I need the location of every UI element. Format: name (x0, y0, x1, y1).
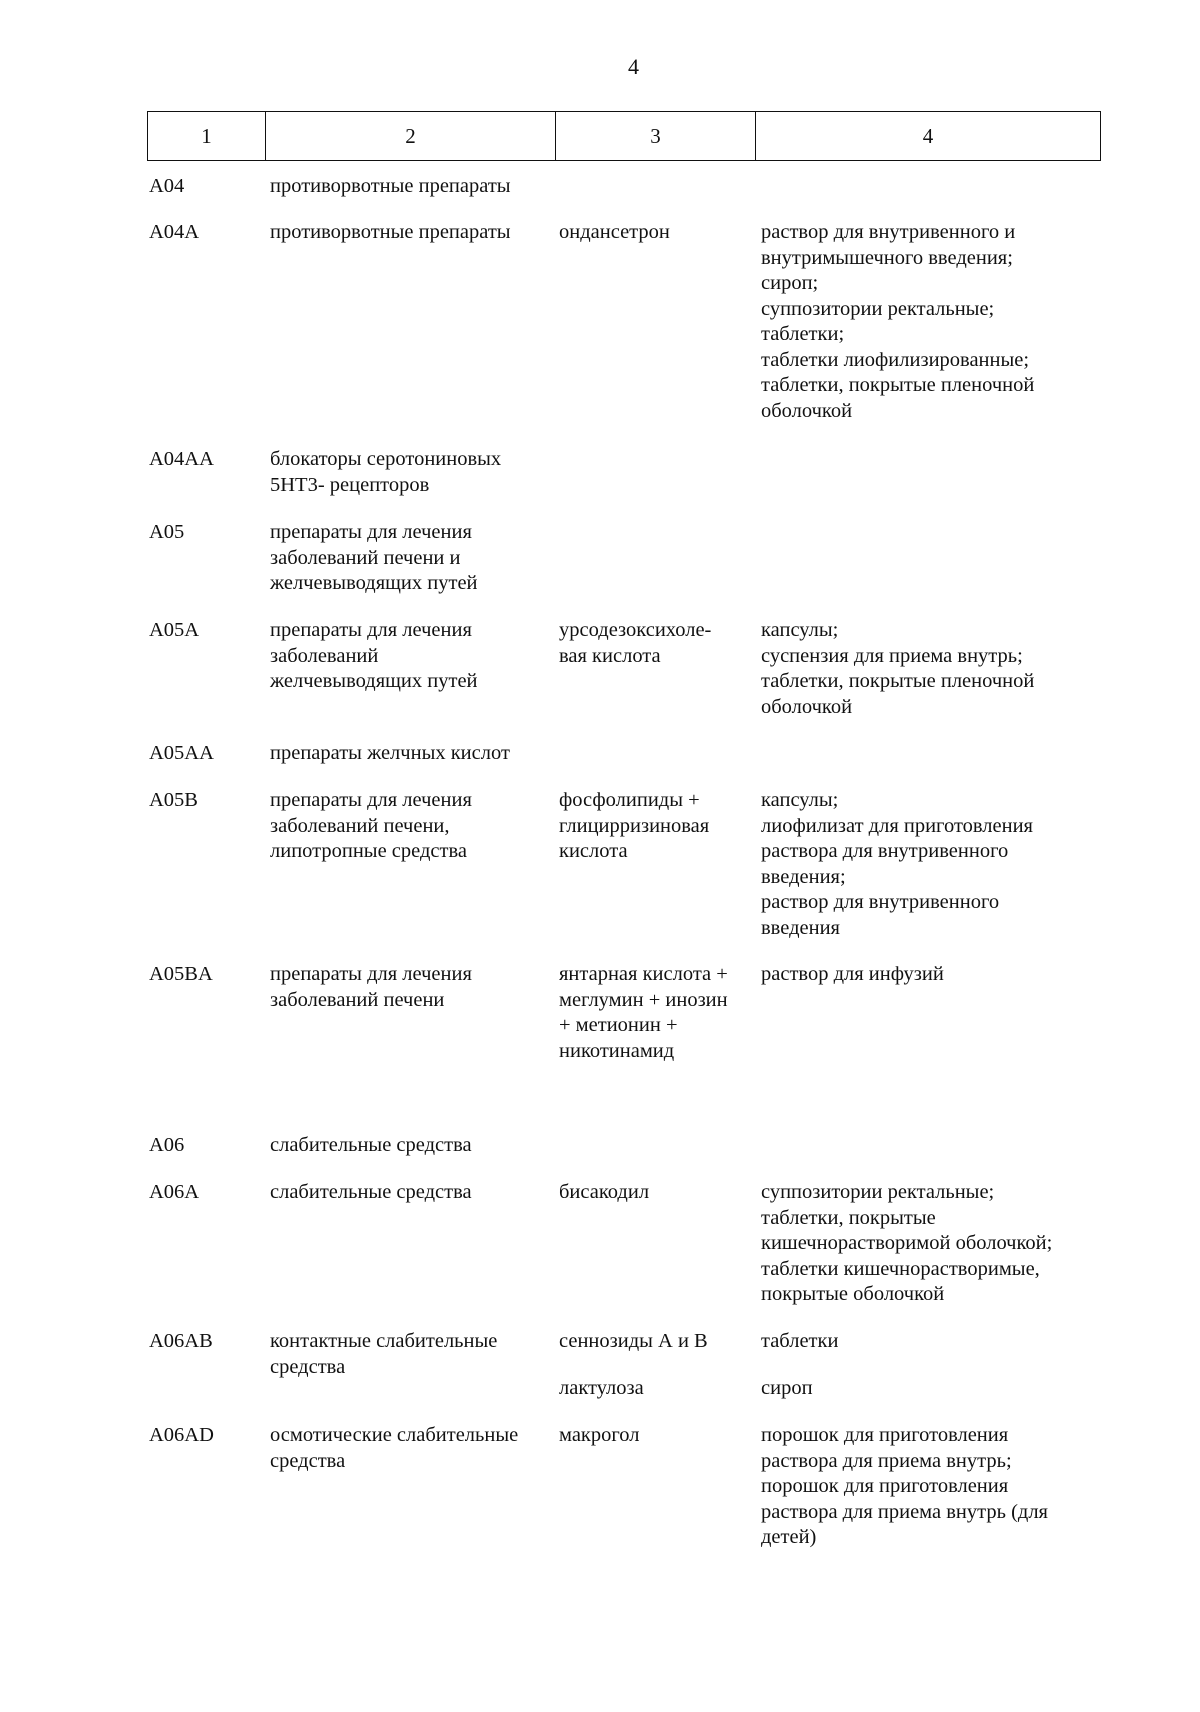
substance-name: бисакодил (559, 1181, 650, 1203)
group-name: препараты для лечения заболеваний печени и желчевыводящих путей (270, 521, 478, 594)
atc-code: A04A (149, 221, 200, 243)
group-name: препараты для лечения заболеваний печени (270, 963, 472, 1011)
substance-name: фосфолипиды + глицирризиновая кислота (559, 789, 710, 862)
atc-code: A04 (149, 175, 185, 197)
substance-name: янтарная кислота + меглумин + инозин + метионин + никотинамид (559, 963, 728, 1062)
group-name: блокаторы серотониновых 5HT3- рецепторов (270, 448, 502, 496)
substance-name: макрогол (559, 1424, 640, 1446)
atc-code: A05A (149, 619, 200, 641)
group-name: слабительные средства (270, 1134, 472, 1156)
dosage-forms: порошок для приготовления раствора для приема внутрь; порошок для приготовления раствора для приема внутрь (для детей) (761, 1424, 1048, 1548)
atc-code: A05 (149, 521, 185, 543)
header-cell-4: 4 (922, 123, 934, 148)
group-name: осмотические слабительные средства (270, 1424, 519, 1472)
substance-name: ондансетрон (559, 221, 670, 243)
header-cell-3: 3 (556, 112, 756, 160)
group-name: противорвотные препараты (270, 221, 511, 243)
group-name: контактные слабительные средства (270, 1330, 498, 1378)
dosage-forms: таблетки (761, 1330, 839, 1352)
group-name: противорвотные препараты (270, 175, 511, 197)
header-cell-2: 2 (266, 112, 556, 160)
substance-name: лактулоза (559, 1377, 644, 1399)
atc-code: A05AA (149, 742, 214, 764)
page-number: 4 (628, 54, 639, 79)
atc-code: A06AB (149, 1330, 213, 1352)
dosage-forms: сироп (761, 1377, 813, 1399)
substance-name: сеннозиды А и В (559, 1330, 708, 1352)
group-name: препараты для лечения заболеваний печени, липотропные средства (270, 789, 472, 862)
atc-code: A06AD (149, 1424, 214, 1446)
atc-code: A06 (149, 1134, 185, 1156)
dosage-forms: раствор для внутривенного и внутримышечного введения; сироп; суппозитории ректальные; таблетки; таблетки лиофилизированные; таблетки, покрытые пленочной оболочкой (761, 221, 1035, 422)
atc-code: A05BA (149, 963, 213, 985)
group-name: препараты желчных кислот (270, 742, 510, 764)
atc-code: A04AA (149, 448, 214, 470)
group-name: слабительные средства (270, 1181, 472, 1203)
table-header (147, 111, 1101, 161)
group-name: препараты для лечения заболеваний желчевыводящих путей (270, 619, 478, 692)
atc-code: A05B (149, 789, 198, 811)
dosage-forms: капсулы; лиофилизат для приготовления раствора для внутривенного введения; раствор для внутривенного введения (761, 789, 1033, 939)
substance-name: урсодезоксихоле- вая кислота (559, 619, 712, 667)
dosage-forms: суппозитории ректальные; таблетки, покрытые кишечнорастворимой оболочкой; таблетки кишечнорастворимые, покрытые оболочкой (761, 1181, 1053, 1305)
atc-code: A06A (149, 1181, 200, 1203)
header-cell-1: 1 (148, 112, 266, 160)
dosage-forms: капсулы; суспензия для приема внутрь; таблетки, покрытые пленочной оболочкой (761, 619, 1035, 718)
dosage-forms: раствор для инфузий (761, 963, 944, 985)
